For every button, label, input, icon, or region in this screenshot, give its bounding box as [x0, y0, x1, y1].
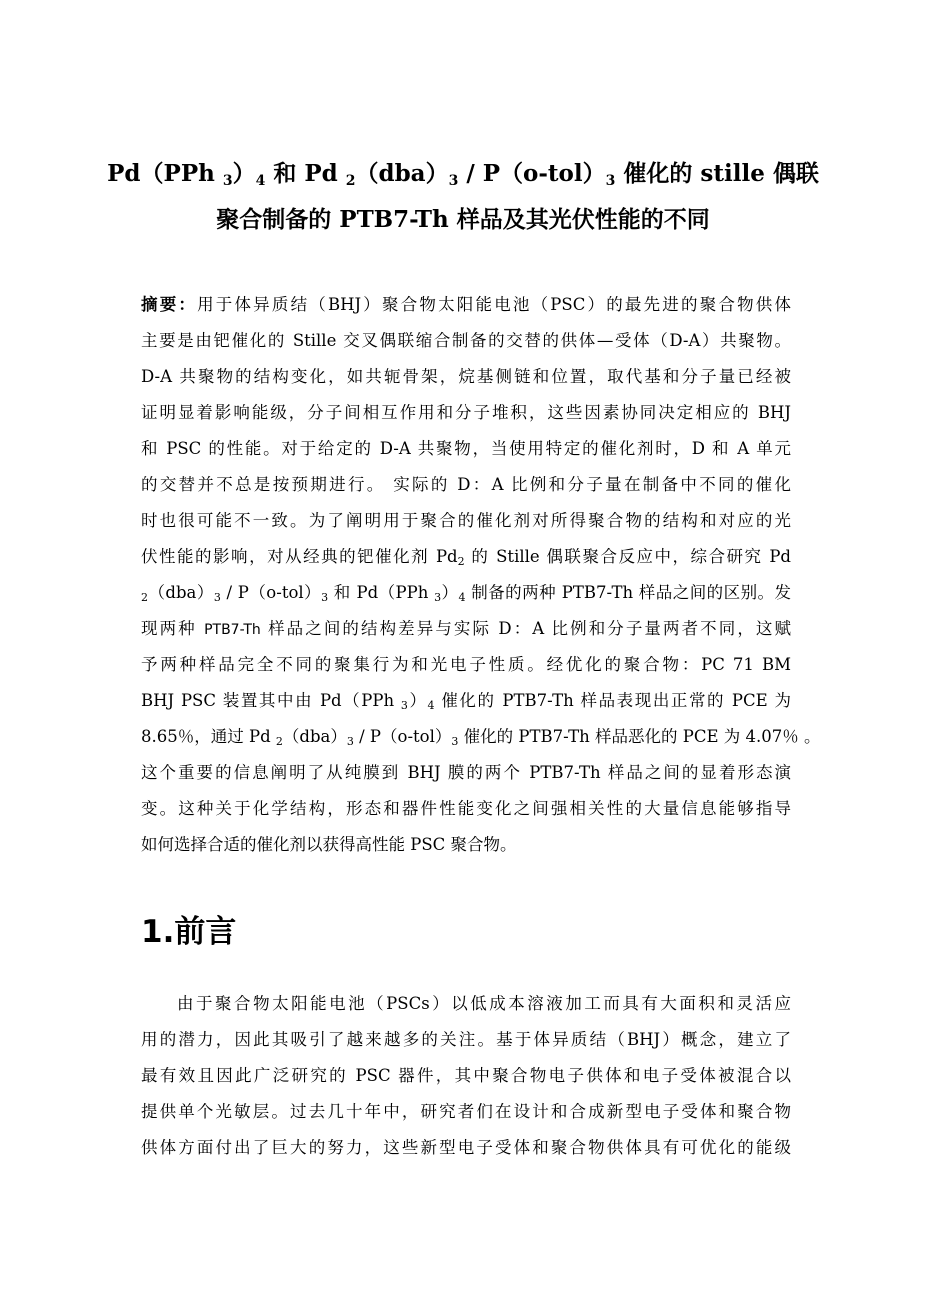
title-line-2: 聚合制备的 PTB7-Th 样品及其光伏性能的不同 [216, 206, 710, 233]
text-run: 催化的 PTB7-Th 样品表现出正常的 PCE 为 [434, 691, 791, 710]
intro-line [141, 1100, 791, 1124]
subscript: 3 [448, 173, 459, 189]
subscript: 3 [222, 173, 233, 189]
text-run: 的交替并不总是按预期进行。 实际的 D：A 比例和分子量在制备中不同的催化 [141, 475, 791, 494]
subscript: 3 [605, 173, 616, 189]
title-line-1 [0, 159, 926, 189]
subscript: 4 [458, 591, 466, 604]
abstract-line [141, 761, 791, 785]
subscript: 3 [346, 735, 354, 748]
text-run: 用的潜力，因此其吸引了越来越多的关注。基于体异质结（BHJ）概念，建立了 [141, 1030, 791, 1049]
text-run: Pd（PPh [107, 160, 223, 187]
subscript: 3 [434, 591, 442, 604]
abstract-label: 摘要： [141, 295, 198, 314]
text-run: （dba） [148, 583, 214, 602]
text-run: 用于体异质结（BHJ）聚合物太阳能电池（PSC）的最先进的聚合物供体 [197, 295, 791, 314]
text-run: （dba） [355, 160, 449, 187]
abstract-line [141, 293, 791, 317]
text-run: 供体方面付出了巨大的努力，这些新型电子受体和聚合物供体具有可优化的能级 [141, 1138, 791, 1157]
text-run: 变。这种关于化学结构，形态和器件性能变化之间强相关性的大量信息能够指导 [141, 799, 791, 818]
text-run: PTB7-Th [204, 622, 261, 638]
abstract-line [141, 545, 791, 569]
abstract-line [141, 437, 791, 461]
subscript: 3 [451, 735, 459, 748]
subscript: 4 [427, 699, 435, 712]
text-run: 样品之间的结构差异与实际 D：A 比例和分子量两者不同，这赋 [260, 619, 791, 638]
text-run: / P（o-tol） [458, 160, 606, 187]
text-run: 制备的两种 PTB7-Th 样品之间的区别。发 [465, 583, 791, 602]
intro-line [177, 992, 791, 1016]
text-run: 和 Pd [265, 160, 346, 187]
intro-line [141, 1136, 791, 1160]
abstract-line [141, 329, 791, 353]
subscript: 3 [213, 591, 221, 604]
text-run: ） [407, 691, 428, 710]
text-run: ） [232, 160, 256, 187]
abstract-line [141, 365, 791, 389]
text-run: 的 Stille 偶联聚合反应中，综合研究 Pd [464, 547, 791, 566]
abstract-line [141, 797, 791, 821]
intro-line [141, 1064, 791, 1088]
text-run: 催化的 stille 偶联 [615, 160, 819, 187]
text-run: 主要是由钯催化的 Stille 交叉偶联缩合制备的交替的供体—受体（D-A）共聚物。 [141, 331, 791, 350]
subscript: 3 [400, 699, 408, 712]
subscript: 2 [457, 555, 465, 568]
text-run: 现两种 [141, 619, 205, 638]
text-run: 由于聚合物太阳能电池（PSCs）以低成本溶液加工而具有大面积和灵活应 [177, 994, 791, 1013]
abstract-line [141, 581, 791, 605]
abstract-line [141, 653, 791, 677]
abstract-line [141, 725, 821, 749]
subscript: 2 [141, 591, 148, 604]
text-run: 予两种样品完全不同的聚集行为和光电子性质。经优化的聚合物：PC 71 BM [141, 655, 791, 674]
text-run: 这个重要的信息阐明了从纯膜到 BHJ 膜的两个 PTB7-Th 样品之间的显着形态演 [141, 763, 791, 782]
text-run: 8.65％，通过 Pd [141, 727, 276, 746]
abstract-line [141, 689, 791, 713]
text-run: 和 Pd（PPh [328, 583, 435, 602]
text-run: 如何选择合适的催化剂以获得高性能 PSC 聚合物。 [141, 835, 517, 854]
text-run: 最有效且因此广泛研究的 PSC 器件，其中聚合物电子供体和电子受体被混合以 [141, 1066, 791, 1085]
text-run: 催化的 PTB7-Th 样品恶化的 PCE 为 4.07％ 。 [458, 727, 821, 746]
text-run: / P（o-tol） [220, 583, 322, 602]
subscript: 4 [255, 173, 266, 189]
section-heading: 1.前言 [141, 914, 237, 950]
abstract-line [141, 617, 791, 642]
text-run: 证明显着影响能级，分子间相互作用和分子堆积，这些因素协同决定相应的 BHJ [141, 403, 791, 422]
text-run: D-A 共聚物的结构变化，如共轭骨架，烷基侧链和位置，取代基和分子量已经被 [141, 367, 791, 386]
text-run: 提供单个光敏层。过去几十年中，研究者们在设计和合成新型电子受体和聚合物 [141, 1102, 791, 1121]
subscript: 2 [275, 735, 283, 748]
subscript: 2 [345, 173, 356, 189]
abstract-line [141, 509, 791, 533]
text-run: 时也很可能不一致。为了阐明用于聚合的催化剂对所得聚合物的结构和对应的光 [141, 511, 791, 530]
intro-line [141, 1028, 791, 1052]
abstract-line [141, 833, 791, 857]
text-run: / P（o-tol） [353, 727, 452, 746]
text-run: ） [441, 583, 459, 602]
abstract-line [141, 401, 791, 425]
abstract-line [141, 473, 791, 497]
text-run: 伏性能的影响，对从经典的钯催化剂 Pd [141, 547, 458, 566]
text-run: （dba） [282, 727, 347, 746]
text-run: 和 PSC 的性能。对于给定的 D-A 共聚物，当使用特定的催化剂时，D 和 A 单元 [141, 439, 791, 458]
subscript: 3 [321, 591, 329, 604]
text-run: BHJ PSC 装置其中由 Pd（PPh [141, 691, 401, 710]
